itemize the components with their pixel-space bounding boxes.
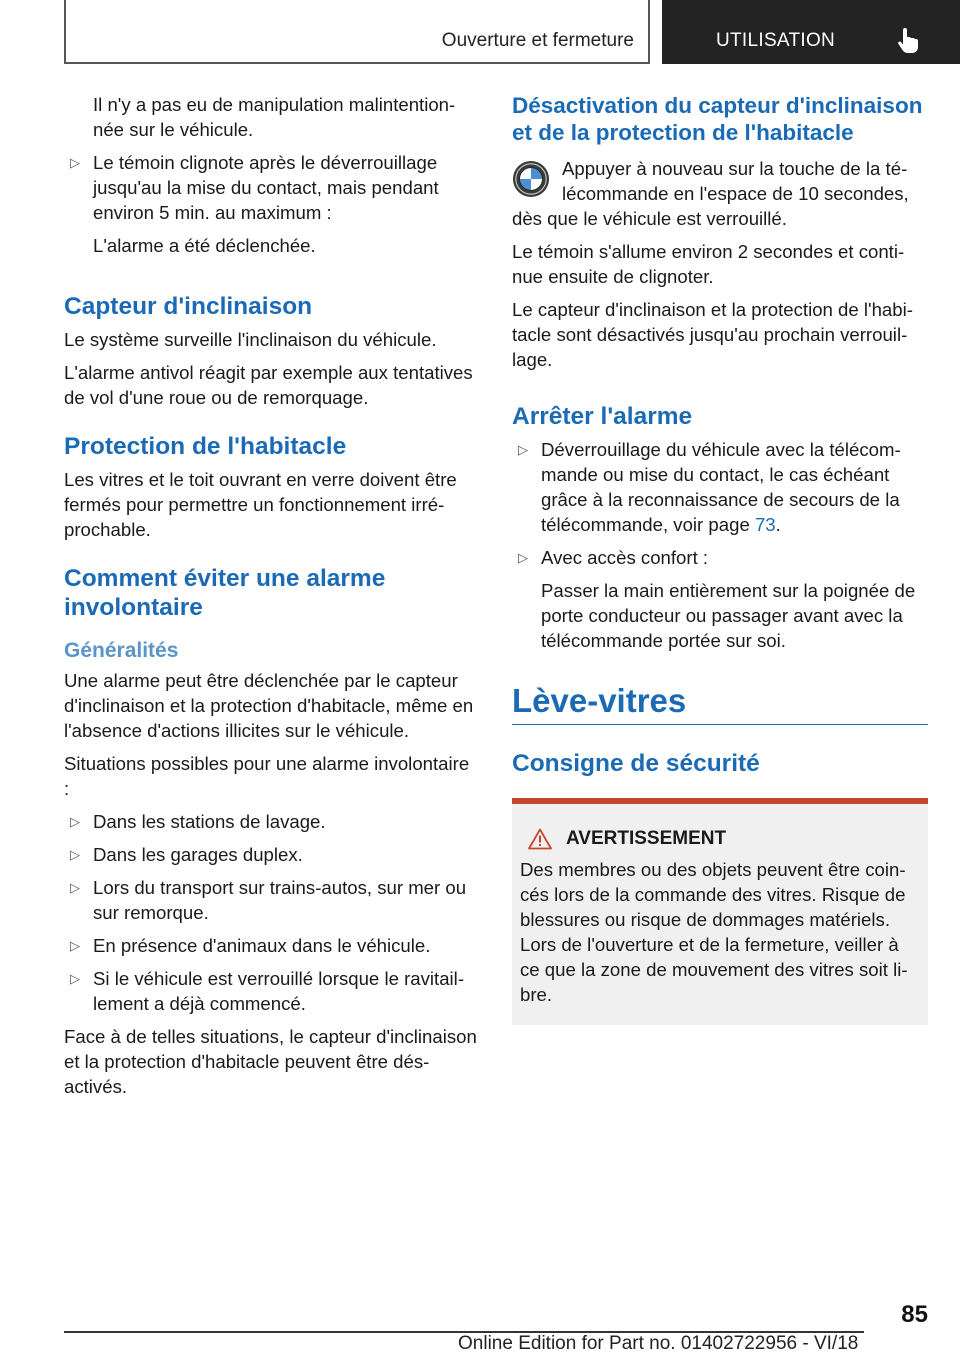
list-item: [512, 545, 928, 570]
list-item: [64, 933, 478, 958]
continued-text: Il n'y a pas eu de manipulation malintentionnée sur le véhicule.: [93, 94, 456, 140]
bullet-triangle-icon: ▷: [518, 550, 528, 565]
cabin-protection-p1: Les vitres et le toit ouvrant en verre doivent être fermés pour permettre un fonctionnement irréprochable.: [64, 469, 457, 540]
chapter-title: Ouverture et fermeture: [441, 30, 634, 51]
avoid-alarm-p3: Face à de telles situations, le capteur d'inclinaison et la protection d'habitacle peuvent être désactivés.: [64, 1026, 477, 1097]
list-item-text: Dans les garages duplex.: [93, 844, 303, 865]
warning-header: [528, 826, 920, 851]
footer-edition: Online Edition for Part no. 01402722956 - VI/18: [458, 1333, 859, 1354]
avoid-alarm-p1: Une alarme peut être déclenchée par le capteur d'inclinaison et la protection d'habitacle, même en l'absence d'actions illicites sur le véhicule.: [64, 670, 474, 741]
list-item-text: Déverrouillage du véhicule avec la télécommande ou mise du contact, le cas échéant grâce à la reconnaissance de secours de la télécommande, voir page: [541, 439, 901, 535]
avoid-alarm-heading: Comment éviter une alarme involontaire: [64, 565, 386, 621]
warning-title: AVERTISSEMENT: [566, 828, 727, 849]
general-subheading: Généralités: [64, 639, 179, 662]
alarm-triggered-text: L'alarme a été déclenchée.: [93, 235, 316, 256]
stop-alarm-heading: Arrêter l'alarme: [512, 403, 693, 430]
warning-text: Des membres ou des objets peuvent être coincés lors de la commande des vitres. Risque de blessures ou risque de dommages matériels. Lors de l'ouverture et de la fermeture, veiller à ce que la zone de mouvement des vitres soit libre.: [520, 859, 908, 1005]
tilt-sensor-p1: Le système surveille l'inclinaison du véhicule.: [64, 329, 437, 350]
list-item: [512, 437, 928, 537]
list-item-text: En présence d'animaux dans le véhicule.: [93, 935, 431, 956]
list-item: [64, 842, 478, 867]
deactivation-p2: Le témoin s'allume environ 2 secondes et continue ensuite de clignoter.: [512, 241, 905, 287]
warning-triangle-icon: [528, 828, 552, 850]
left-column: [64, 92, 478, 1107]
list-item: [64, 150, 478, 225]
deactivation-p1: Appuyer à nouveau sur la touche de la télécommande en l'espace de 10 secondes, dès que le véhicule est verrouillé.: [512, 158, 909, 229]
list-item: [64, 809, 478, 834]
header-chapter-box: [64, 0, 650, 64]
tilt-sensor-p2: L'alarme antivol réagit par exemple aux tentatives de vol d'une roue ou de remorquage.: [64, 362, 473, 408]
list-item-text: Le témoin clignote après le déverrouillage jusqu'au la mise du contact, mais pendant environ 5 min. au maximum :: [93, 152, 439, 223]
list-item-end: .: [775, 514, 781, 535]
bullet-triangle-icon: ▷: [70, 938, 80, 953]
list-item: [64, 875, 478, 925]
list-item-text: Dans les stations de lavage.: [93, 811, 326, 832]
bullet-triangle-icon: ▷: [70, 814, 80, 829]
key-instruction: [512, 156, 928, 231]
bmw-key-icon: [512, 160, 550, 198]
warning-box: [512, 798, 928, 1025]
tilt-sensor-heading: Capteur d'inclinaison: [64, 293, 313, 320]
page-link[interactable]: 73: [754, 514, 776, 535]
deactivation-p3: Le capteur d'inclinaison et la protection de l'habitacle sont désactivés jusqu'au prochain verrouillage.: [512, 299, 913, 370]
bullet-triangle-icon: ▷: [70, 971, 80, 986]
comfort-access-detail: Passer la main entièrement sur la poignée de porte conducteur ou passager avant avec la télécommande portée sur soi.: [541, 580, 916, 651]
bullet-triangle-icon: ▷: [70, 880, 80, 895]
bullet-triangle-icon: ▷: [70, 155, 80, 170]
hand-pointer-icon: [896, 26, 920, 54]
list-item-text: Lors du transport sur trains-autos, sur mer ou sur remorque.: [93, 877, 467, 923]
safety-heading: Consigne de sécurité: [512, 750, 760, 777]
bullet-triangle-icon: ▷: [518, 442, 528, 457]
deactivation-heading: Désactivation du capteur d'inclinaison et de la protection de l'habitacle: [512, 93, 923, 145]
windows-heading: Lève-vitres: [512, 681, 928, 725]
header-section-box: [662, 0, 960, 64]
cabin-protection-heading: Protection de l'habitacle: [64, 433, 347, 460]
avoid-alarm-p2: Situations possibles pour une alarme involontaire :: [64, 753, 470, 799]
bullet-triangle-icon: ▷: [70, 847, 80, 862]
section-title: UTILISATION: [716, 30, 836, 51]
list-item-text: Avec accès confort :: [541, 547, 709, 568]
right-column: [512, 92, 928, 1025]
list-item: [64, 966, 478, 1016]
page-number: 85: [901, 1301, 928, 1328]
list-item-text: Si le véhicule est verrouillé lorsque le ravitaillement a déjà commencé.: [93, 968, 465, 1014]
